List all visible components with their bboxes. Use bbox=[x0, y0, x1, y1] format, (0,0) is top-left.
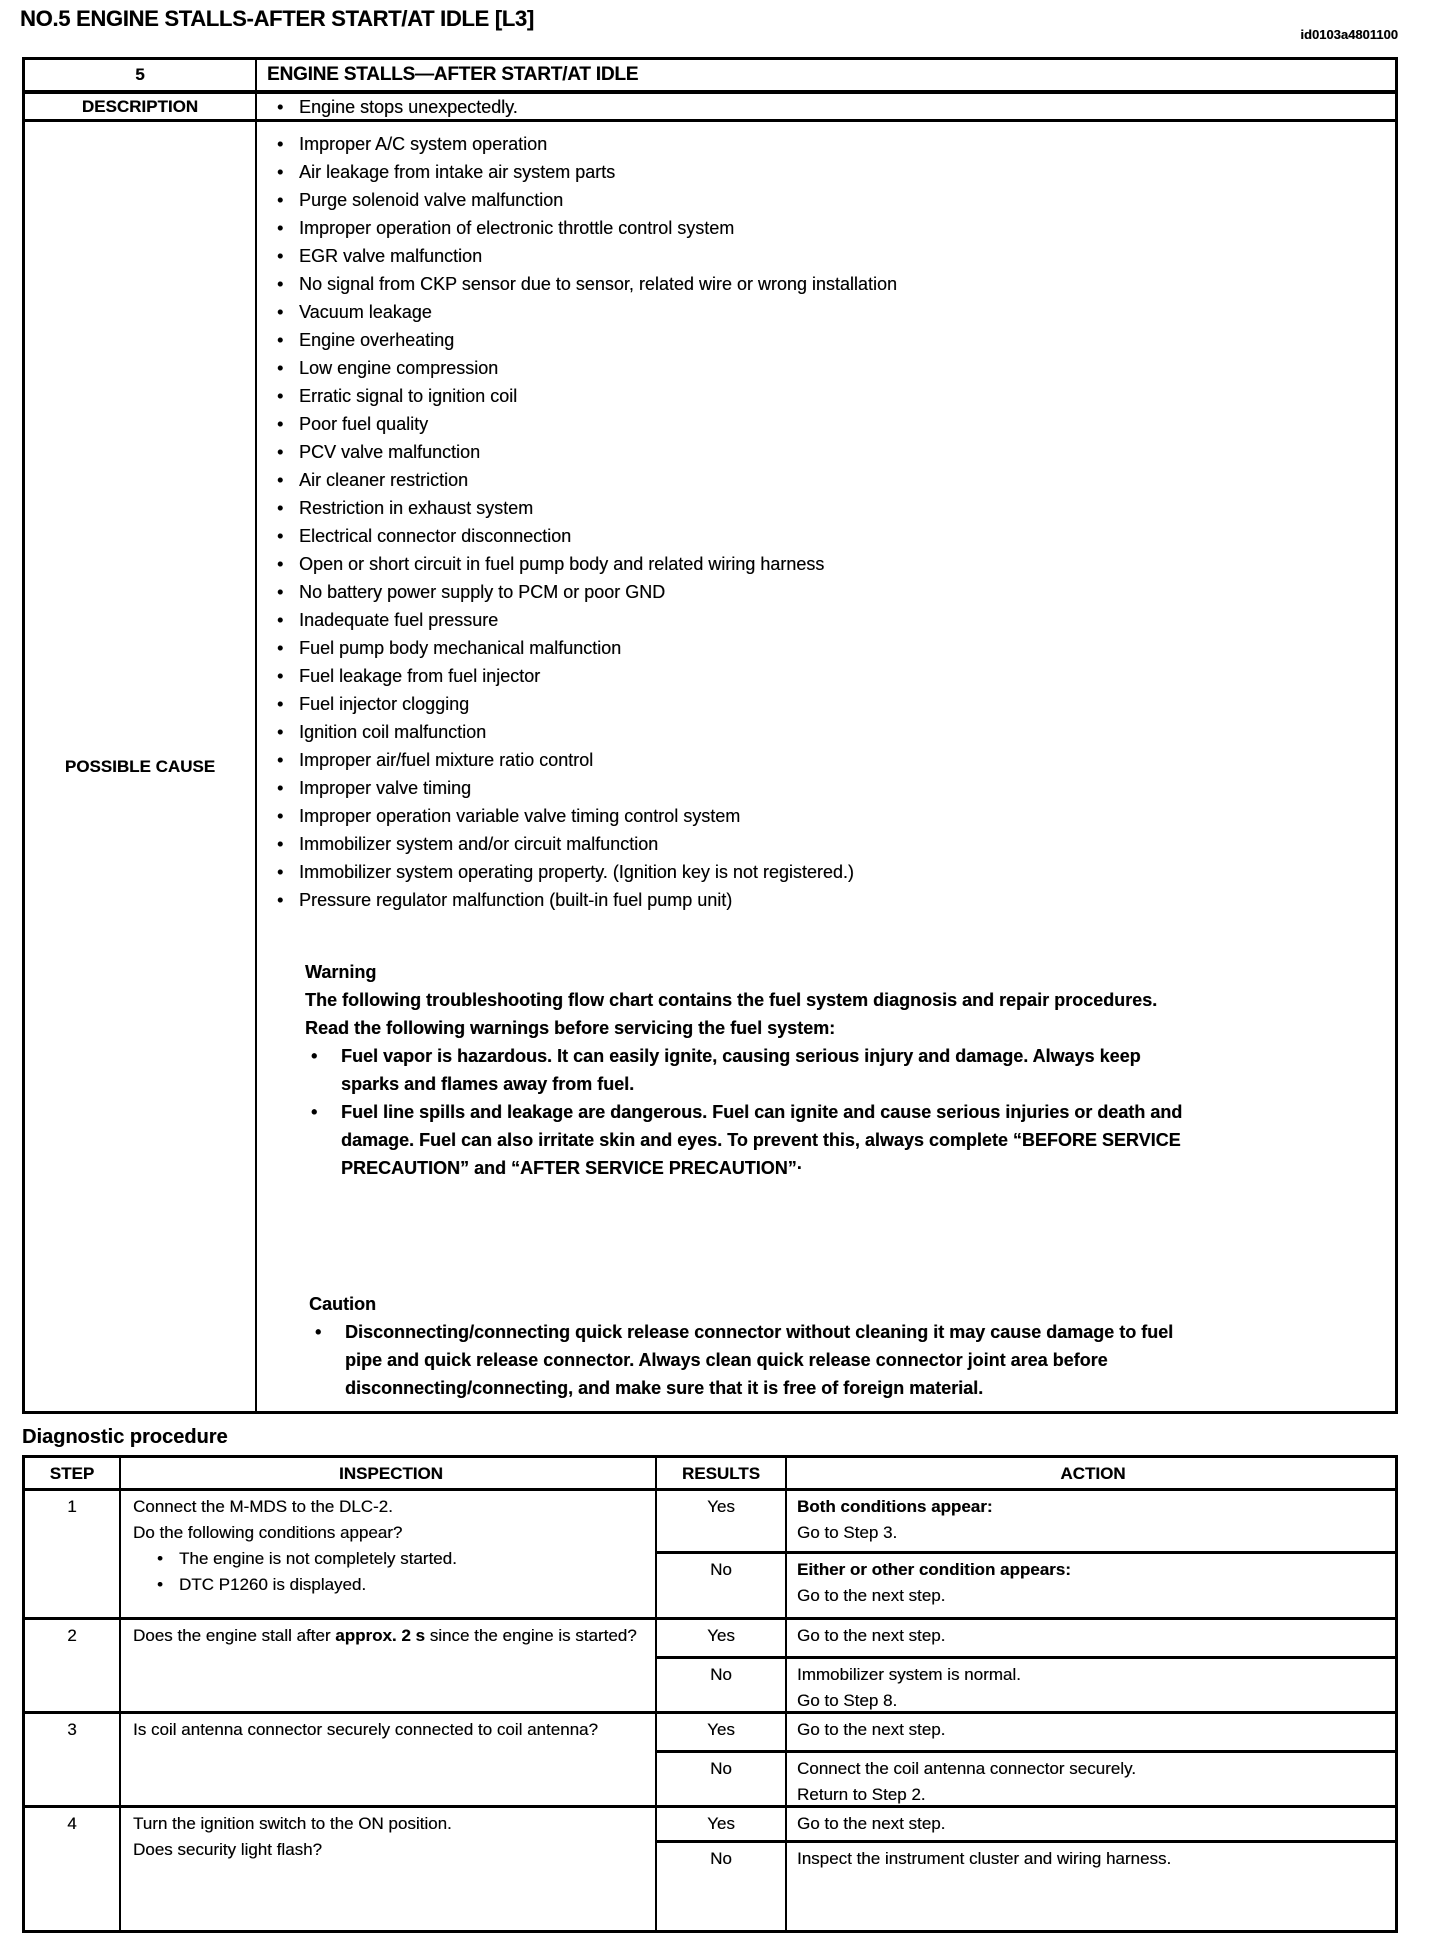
action-cell bbox=[787, 1659, 1395, 1711]
possible-cause-item: • Improper valve timing bbox=[257, 774, 1395, 802]
result-yes: Yes bbox=[657, 1620, 787, 1656]
possible-cause-item: • Air leakage from intake air system parts bbox=[257, 158, 1395, 186]
action-text: Return to Step 2. bbox=[797, 1785, 926, 1804]
result-subrow-yes bbox=[657, 1714, 1395, 1750]
possible-cause-item: • Purge solenoid valve malfunction bbox=[257, 186, 1395, 214]
result-no: No bbox=[657, 1843, 787, 1930]
inspection-line: Does security light flash? bbox=[133, 1840, 322, 1859]
action-cell bbox=[787, 1843, 1395, 1930]
action-condition: Both conditions appear: bbox=[797, 1497, 993, 1516]
action-cell bbox=[787, 1753, 1395, 1805]
action-text: Go to the next step. bbox=[797, 1626, 946, 1645]
result-subrow-no bbox=[657, 1656, 1395, 1711]
caution-item: • Disconnecting/connecting quick release connector without cleaning it may cause damage to fuel pipe and quick release connector. Always clean quick release connector joint area before disconnecting/connecting, and make sure that it is free of foreign material. bbox=[309, 1318, 1209, 1402]
possible-cause-item: • No battery power supply to PCM or poor GND bbox=[257, 578, 1395, 606]
inspection-bullet-list bbox=[133, 1546, 649, 1598]
possible-cause-item: • Immobilizer system operating property. (Ignition key is not registered.) bbox=[257, 858, 1395, 886]
inspection-bullet: • DTC P1260 is displayed. bbox=[133, 1572, 649, 1598]
possible-cause-item: • Improper A/C system operation bbox=[257, 130, 1395, 158]
table-row-step-4 bbox=[25, 1805, 1395, 1930]
inspection-cell bbox=[121, 1491, 657, 1617]
warning-item: • Fuel vapor is hazardous. It can easily ignite, causing serious injury and damage. Always keep sparks and flames away from fuel. bbox=[305, 1042, 1185, 1098]
inspection-cell bbox=[121, 1714, 657, 1805]
inspection-line: Connect the M-MDS to the DLC-2. bbox=[133, 1497, 393, 1516]
possible-cause-item: • Pressure regulator malfunction (built-in fuel pump unit) bbox=[257, 886, 1395, 914]
action-text: Go to the next step. bbox=[797, 1814, 946, 1833]
diagnostic-procedure-heading: Diagnostic procedure bbox=[22, 1426, 228, 1448]
result-yes: Yes bbox=[657, 1491, 787, 1551]
inspection-line: Is coil antenna connector securely connected to coil antenna? bbox=[133, 1720, 598, 1739]
warning-item: • Fuel line spills and leakage are dangerous. Fuel can ignite and cause serious injuries or death and damage. Fuel can also irritate skin and eyes. To prevent this, always complete “BEFORE SERVICE PRECAUTION” and “AFTER SERVICE PRECAUTION”· bbox=[305, 1098, 1185, 1182]
inspection-line: Does the engine stall after approx. 2 s since the engine is started? bbox=[133, 1626, 637, 1645]
result-yes: Yes bbox=[657, 1714, 787, 1750]
inspection-cell bbox=[121, 1808, 657, 1930]
possible-cause-item: • Improper operation variable valve timing control system bbox=[257, 802, 1395, 830]
inspection-bullet: • The engine is not completely started. bbox=[133, 1546, 649, 1572]
possible-cause-item: • Low engine compression bbox=[257, 354, 1395, 382]
possible-cause-item: • Improper operation of electronic throttle control system bbox=[257, 214, 1395, 242]
description-cell bbox=[257, 94, 1395, 119]
warning-block bbox=[305, 958, 1185, 1182]
table-row-step-2 bbox=[25, 1617, 1395, 1711]
warning-intro: The following troubleshooting flow chart contains the fuel system diagnosis and repair procedures. Read the following warnings before servicing the fuel system: bbox=[305, 990, 1158, 1038]
result-subrow-yes bbox=[657, 1620, 1395, 1656]
result-no: No bbox=[657, 1753, 787, 1805]
step-number: 4 bbox=[25, 1808, 121, 1930]
caution-block bbox=[309, 1290, 1209, 1402]
column-header-step: STEP bbox=[25, 1458, 121, 1488]
possible-cause-item: • Inadequate fuel pressure bbox=[257, 606, 1395, 634]
result-no: No bbox=[657, 1554, 787, 1617]
possible-cause-item: • Improper air/fuel mixture ratio control bbox=[257, 746, 1395, 774]
document-id: id0103a4801100 bbox=[1300, 27, 1398, 42]
possible-cause-item: • Poor fuel quality bbox=[257, 410, 1395, 438]
action-cell bbox=[787, 1554, 1395, 1617]
inspection-line: Turn the ignition switch to the ON position. bbox=[133, 1814, 452, 1833]
result-yes: Yes bbox=[657, 1808, 787, 1840]
column-header-inspection: INSPECTION bbox=[121, 1458, 657, 1488]
inspection-line: Do the following conditions appear? bbox=[133, 1523, 403, 1542]
description-text: • Engine stops unexpectedly. bbox=[257, 93, 518, 121]
diagnostic-header-row bbox=[25, 1458, 1395, 1488]
result-subrow-no bbox=[657, 1750, 1395, 1805]
action-text: Inspect the instrument cluster and wiring harness. bbox=[797, 1849, 1172, 1868]
diagnostic-procedure-table bbox=[22, 1455, 1398, 1933]
action-cell bbox=[787, 1620, 1395, 1656]
possible-cause-cell bbox=[257, 122, 1395, 1411]
table-row-step-3 bbox=[25, 1711, 1395, 1805]
trouble-title-cell: ENGINE STALLS—AFTER START/AT IDLE bbox=[267, 64, 639, 85]
result-subrow-yes bbox=[657, 1491, 1395, 1551]
possible-cause-item: • Immobilizer system and/or circuit malfunction bbox=[257, 830, 1395, 858]
possible-cause-item: • Engine overheating bbox=[257, 326, 1395, 354]
action-text: Immobilizer system is normal. bbox=[797, 1665, 1021, 1684]
possible-cause-item: • Ignition coil malfunction bbox=[257, 718, 1395, 746]
possible-cause-item: • Fuel injector clogging bbox=[257, 690, 1395, 718]
possible-cause-item: • No signal from CKP sensor due to sensor, related wire or wrong installation bbox=[257, 270, 1395, 298]
column-header-action: ACTION bbox=[1060, 1464, 1126, 1483]
summary-table bbox=[22, 57, 1398, 1414]
possible-cause-item: • Erratic signal to ignition coil bbox=[257, 382, 1395, 410]
action-cell bbox=[787, 1714, 1395, 1750]
table-row-step-1 bbox=[25, 1488, 1395, 1617]
possible-cause-item: • Vacuum leakage bbox=[257, 298, 1395, 326]
step-number: 1 bbox=[25, 1491, 121, 1617]
warning-title: Warning bbox=[305, 962, 377, 982]
action-text: Connect the coil antenna connector securely. bbox=[797, 1759, 1136, 1778]
action-text: Go to Step 8. bbox=[797, 1691, 898, 1710]
action-cell bbox=[787, 1808, 1395, 1840]
result-subrow-no bbox=[657, 1840, 1395, 1930]
action-text: Go to the next step. bbox=[797, 1720, 946, 1739]
result-no: No bbox=[657, 1659, 787, 1711]
caution-list bbox=[309, 1318, 1209, 1402]
action-cell bbox=[787, 1491, 1395, 1551]
action-text: Go to the next step. bbox=[797, 1586, 946, 1605]
possible-cause-item: • Fuel pump body mechanical malfunction bbox=[257, 634, 1395, 662]
inspection-emphasis: approx. 2 s bbox=[335, 1626, 425, 1645]
description-label: DESCRIPTION bbox=[25, 94, 257, 119]
possible-cause-item: • Fuel leakage from fuel injector bbox=[257, 662, 1395, 690]
possible-cause-item: • Open or short circuit in fuel pump body and related wiring harness bbox=[257, 550, 1395, 578]
action-condition: Either or other condition appears: bbox=[797, 1560, 1071, 1579]
possible-cause-item: • Electrical connector disconnection bbox=[257, 522, 1395, 550]
possible-cause-label: POSSIBLE CAUSE bbox=[25, 122, 257, 1411]
possible-cause-item: • Restriction in exhaust system bbox=[257, 494, 1395, 522]
trouble-number-cell: 5 bbox=[25, 60, 257, 90]
possible-cause-item: • PCV valve malfunction bbox=[257, 438, 1395, 466]
result-subrow-yes bbox=[657, 1808, 1395, 1840]
result-subrow-no bbox=[657, 1551, 1395, 1617]
warning-list bbox=[305, 1042, 1185, 1182]
step-number: 3 bbox=[25, 1714, 121, 1805]
description-row bbox=[25, 90, 1395, 119]
page-title: NO.5 ENGINE STALLS-AFTER START/AT IDLE [L3] bbox=[20, 6, 534, 31]
possible-cause-list bbox=[257, 130, 1395, 914]
summary-header-row bbox=[25, 60, 1395, 90]
column-header-results: RESULTS bbox=[657, 1458, 787, 1488]
possible-cause-item: • Air cleaner restriction bbox=[257, 466, 1395, 494]
inspection-cell bbox=[121, 1620, 657, 1711]
step-number: 2 bbox=[25, 1620, 121, 1711]
caution-title: Caution bbox=[309, 1294, 376, 1314]
possible-cause-item: • EGR valve malfunction bbox=[257, 242, 1395, 270]
action-text: Go to Step 3. bbox=[797, 1523, 898, 1542]
possible-cause-row bbox=[25, 119, 1395, 1411]
